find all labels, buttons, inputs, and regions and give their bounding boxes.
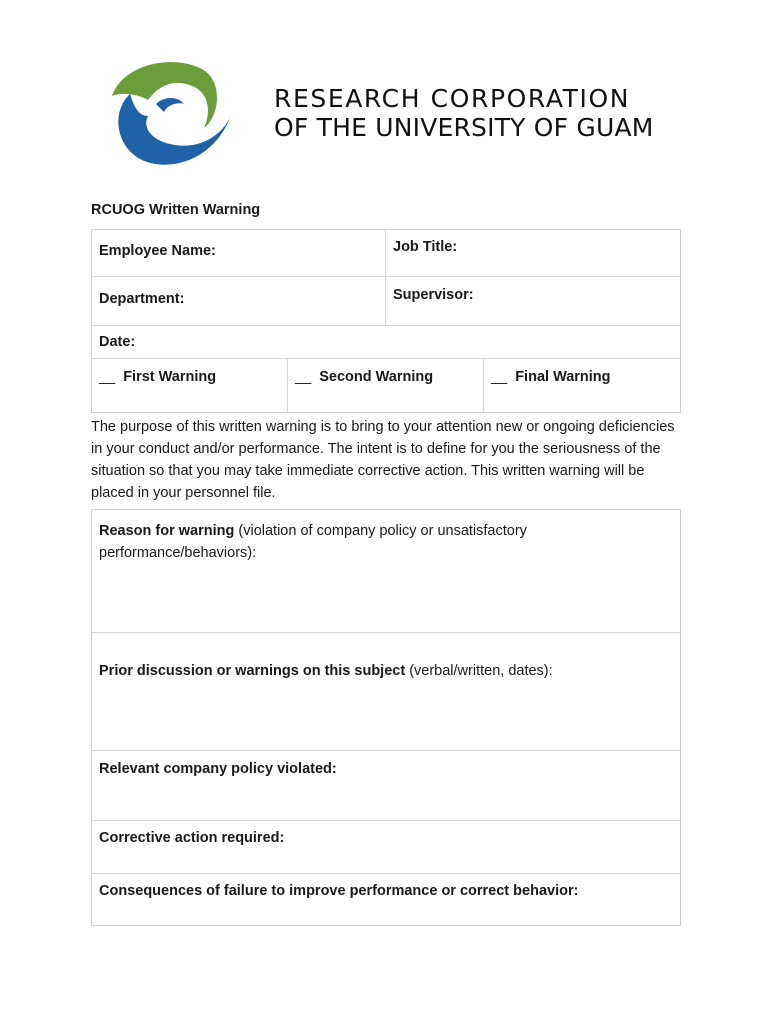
department-field[interactable]: Department: bbox=[99, 291, 185, 307]
divider bbox=[92, 750, 680, 751]
prior-label: Prior discussion or warnings on this subject bbox=[99, 663, 406, 679]
reason-description: (violation of company policy or unsatisfactory performance/behaviors): bbox=[99, 523, 527, 561]
corrective-action-field[interactable]: Corrective action required: bbox=[99, 830, 285, 846]
purpose-paragraph: The purpose of this written warning is to bring to your attention new or ongoing deficiencies in your conduct and/or performance. The intent is to define for you the seriousness of the situation so that you may take immediate corrective action. This written warning will be placed in your personnel file. bbox=[91, 419, 675, 501]
first-warning-option[interactable] bbox=[99, 369, 216, 385]
blank-line: __ bbox=[295, 369, 312, 385]
first-warning-label: First Warning bbox=[123, 369, 217, 385]
consequences-field[interactable]: Consequences of failure to improve performance or correct behavior: bbox=[99, 883, 579, 899]
final-warning-label: Final Warning bbox=[515, 369, 611, 385]
second-warning-label: Second Warning bbox=[319, 369, 434, 385]
blank-line: __ bbox=[99, 369, 116, 385]
divider bbox=[92, 873, 680, 874]
job-title-field[interactable]: Job Title: bbox=[393, 239, 458, 255]
prior-description: (verbal/written, dates): bbox=[405, 663, 553, 679]
logo-blue-inner bbox=[156, 98, 184, 112]
employee-name-field[interactable]: Employee Name: bbox=[99, 243, 216, 259]
org-name-line2: OF THE UNIVERSITY OF GUAM bbox=[274, 113, 654, 142]
divider bbox=[92, 358, 680, 359]
divider bbox=[92, 325, 680, 326]
divider bbox=[92, 632, 680, 633]
divider bbox=[92, 276, 680, 277]
divider bbox=[287, 359, 288, 413]
divider bbox=[92, 820, 680, 821]
policy-violated-field[interactable]: Relevant company policy violated: bbox=[99, 761, 337, 777]
rcuog-logo bbox=[108, 58, 238, 166]
details-table bbox=[91, 509, 681, 926]
prior-discussion-field[interactable] bbox=[99, 660, 669, 682]
form-title: RCUOG Written Warning bbox=[91, 202, 261, 218]
org-name-line1: RESEARCH CORPORATION bbox=[274, 84, 631, 113]
supervisor-field[interactable]: Supervisor: bbox=[393, 287, 474, 303]
second-warning-option[interactable] bbox=[295, 369, 433, 385]
reason-label: Reason for warning bbox=[99, 523, 235, 539]
date-field[interactable]: Date: bbox=[99, 334, 136, 350]
organization-name bbox=[274, 84, 654, 142]
final-warning-option[interactable] bbox=[491, 369, 611, 385]
blank-line: __ bbox=[491, 369, 508, 385]
reason-for-warning-field[interactable] bbox=[99, 520, 659, 564]
divider bbox=[483, 359, 484, 413]
divider bbox=[385, 230, 386, 326]
